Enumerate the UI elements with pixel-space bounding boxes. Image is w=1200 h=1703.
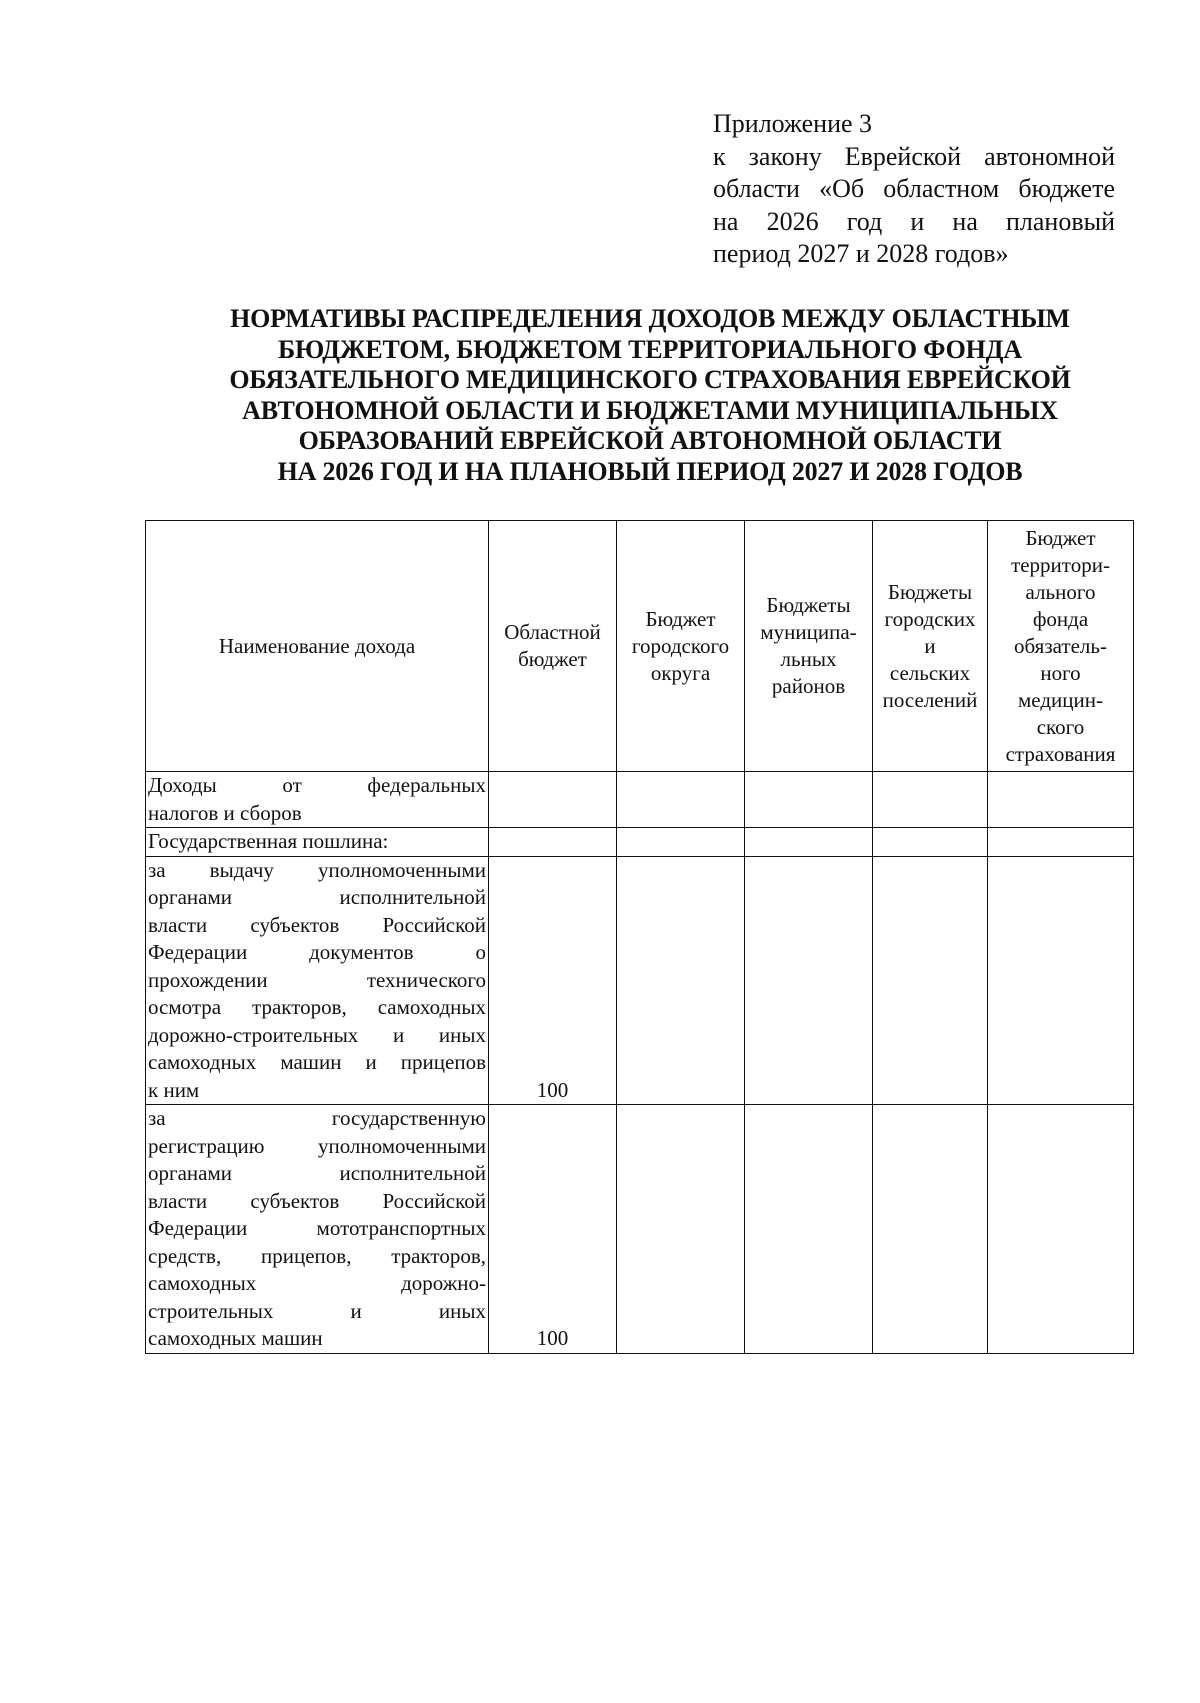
regional-budget-cell	[489, 828, 617, 857]
table-row	[146, 1105, 1134, 1354]
header-line: муниципа-	[760, 620, 857, 644]
municipal-districts-cell	[745, 772, 873, 828]
header-line: бюджет	[518, 647, 587, 671]
revenue-name-line: Государственная пошлина:	[148, 829, 389, 853]
title-line: ОБЯЗАТЕЛЬНОГО МЕДИЦИНСКОГО СТРАХОВАНИЯ ЕВРЕЙСКОЙ	[229, 365, 1071, 394]
revenue-name-line: Доходы от федеральных	[148, 773, 486, 797]
revenue-name-line: власти субъектов Российской	[148, 1188, 486, 1213]
header-line: ного	[1040, 660, 1081, 685]
header-line: Наименование дохода	[218, 633, 416, 658]
header-municipal-districts-budgets	[745, 521, 873, 772]
revenue-name-cell	[146, 828, 489, 857]
revenue-name-line: прохождении технического	[148, 967, 486, 992]
revenue-name-line: самоходных машин и прицепов	[148, 1050, 486, 1074]
header-line: округа	[650, 660, 711, 685]
municipal-districts-cell	[745, 856, 873, 1105]
title-line: БЮДЖЕТОМ, БЮДЖЕТОМ ТЕРРИТОРИАЛЬНОГО ФОНДА	[278, 334, 1022, 364]
appendix-line: Приложение 3	[713, 109, 873, 138]
revenue-name-line: за выдачу уполномоченными	[148, 857, 486, 882]
settlements-cell	[873, 772, 988, 828]
revenue-name-cell	[146, 772, 489, 828]
revenue-name-line: средств, прицепов, тракторов,	[148, 1243, 486, 1268]
header-line: районов	[771, 674, 846, 698]
city-district-cell	[617, 1105, 745, 1354]
revenue-name-cell	[146, 1105, 489, 1354]
municipal-districts-cell	[745, 1105, 873, 1354]
table-row	[146, 828, 1134, 857]
settlements-cell	[873, 828, 988, 857]
revenue-name-line: осмотра тракторов, самоходных	[148, 995, 486, 1019]
header-revenue-name	[146, 521, 489, 772]
header-line: Бюджеты	[887, 579, 973, 604]
header-line: фонда	[1032, 606, 1089, 631]
oms-fund-cell	[988, 772, 1134, 828]
revenue-name-line: строительных и иных	[148, 1298, 486, 1323]
header-line: Бюджет	[645, 606, 716, 631]
city-district-cell	[617, 856, 745, 1105]
appendix-line: период 2027 и 2028 годов»	[713, 239, 1009, 268]
header-line: обязатель-	[1014, 633, 1107, 658]
municipal-districts-cell	[745, 828, 873, 857]
settlements-cell	[873, 856, 988, 1105]
regional-budget-cell: 100	[489, 856, 617, 1105]
revenue-name-cell	[146, 856, 489, 1105]
regional-budget-cell	[489, 772, 617, 828]
table-header-row	[146, 521, 1134, 772]
revenue-name-line: органами исполнительной	[148, 1161, 486, 1185]
header-line: поселений	[882, 687, 978, 712]
revenue-name-line: органами исполнительной	[148, 885, 486, 909]
revenue-name-line: дорожно-строительных и иных	[148, 1022, 486, 1047]
city-district-cell	[617, 772, 745, 828]
title-line: АВТОНОМНОЙ ОБЛАСТИ И БЮДЖЕТАМИ МУНИЦИПАЛЬНЫХ	[242, 395, 1058, 425]
title-line: ОБРАЗОВАНИЙ ЕВРЕЙСКОЙ АВТОНОМНОЙ ОБЛАСТИ	[298, 426, 1002, 455]
document-title	[120, 304, 1180, 487]
header-line: ского	[1036, 714, 1085, 739]
title-line: НА 2026 ГОД И НА ПЛАНОВЫЙ ПЕРИОД 2027 И 2028 ГОДОВ	[277, 456, 1023, 486]
appendix-line: области «Об областном бюджете	[713, 174, 1115, 203]
table-body	[146, 772, 1134, 1354]
city-district-cell	[617, 828, 745, 857]
header-line: ального	[1025, 579, 1096, 604]
oms-fund-cell	[988, 828, 1134, 857]
header-line: территори-	[1011, 552, 1110, 577]
header-line: Бюджеты	[766, 593, 851, 617]
header-regional-budget	[489, 521, 617, 772]
title-line: НОРМАТИВЫ РАСПРЕДЕЛЕНИЯ ДОХОДОВ МЕЖДУ ОБЛАСТНЫМ	[230, 304, 1070, 333]
appendix-line: на 2026 год и на плановый	[713, 206, 1115, 236]
revenue-name-line: за государственную	[148, 1106, 486, 1130]
oms-fund-cell	[988, 856, 1134, 1105]
revenue-name-line: Федерации мототранспортных	[148, 1216, 486, 1240]
header-line: страхования	[1005, 741, 1116, 766]
header-line: городских	[884, 606, 976, 631]
header-line: и	[924, 633, 936, 658]
header-line: Областной	[504, 620, 601, 644]
revenue-name-line: Федерации документов о	[148, 940, 486, 964]
regional-budget-cell: 100	[489, 1105, 617, 1354]
revenue-distribution-table	[145, 520, 1134, 1354]
header-line: сельских	[889, 660, 971, 685]
header-settlements-budgets	[873, 521, 988, 772]
header-line: городского	[631, 633, 730, 658]
appendix-line: к закону Еврейской автономной	[713, 141, 1115, 171]
header-line: льных	[780, 647, 837, 671]
header-oms-fund-budget	[988, 521, 1134, 772]
oms-fund-cell	[988, 1105, 1134, 1354]
table-row	[146, 856, 1134, 1105]
revenue-name-line: налогов и сборов	[148, 800, 302, 825]
header-city-district-budget	[617, 521, 745, 772]
revenue-name-line: регистрацию уполномоченными	[148, 1133, 486, 1158]
revenue-name-line: власти субъектов Российской	[148, 912, 486, 937]
table-row	[146, 772, 1134, 828]
revenue-name-line: самоходных дорожно-	[148, 1271, 486, 1295]
header-line: медицин-	[1018, 687, 1103, 712]
settlements-cell	[873, 1105, 988, 1354]
revenue-name-line: к ним	[148, 1077, 200, 1102]
revenue-name-line: самоходных машин	[148, 1326, 323, 1350]
header-line: Бюджет	[1025, 525, 1096, 550]
appendix-reference	[713, 108, 1115, 271]
